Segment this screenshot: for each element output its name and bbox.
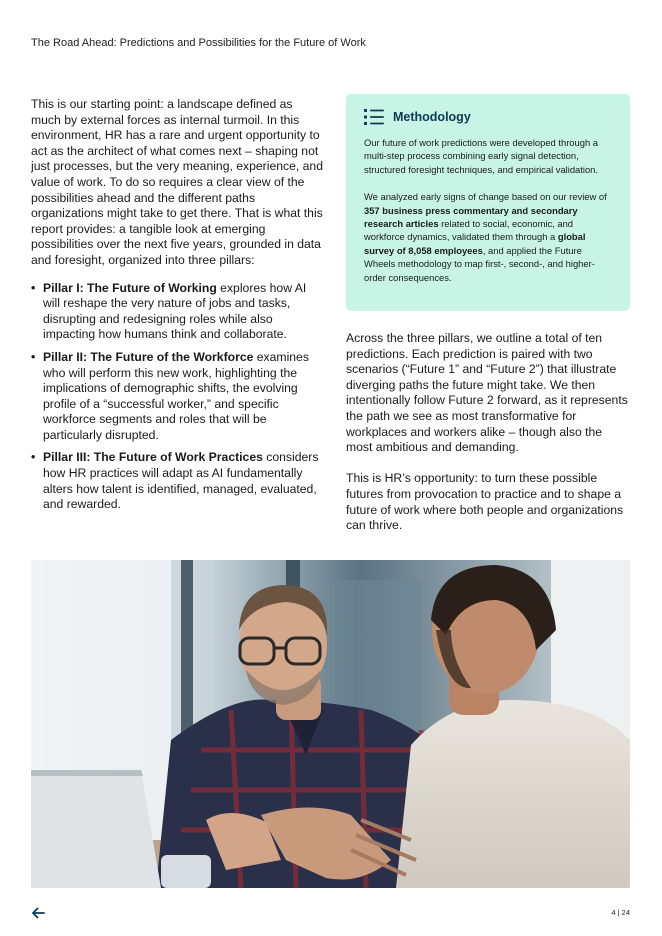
right-column	[346, 331, 631, 534]
pillar-title: Pillar II: The Future of the Workforce	[43, 349, 254, 364]
photo-two-men-meeting	[31, 560, 630, 888]
intro-paragraph: This is our starting point: a landscape defined as much by external forces as internal turmoil. In this environment, HR has a rare and urgent opportunity to act as the architect of what comes next – shaping not just processes, but the very meaning, experience, and value of work. To do so requires a clear view of the possibilities ahead and the different paths organizations might take to get there. That is what this report provides: a tangible look at emerging possibilities over the next five years, grounded in data and foresight, organized into three pillars:	[31, 97, 323, 267]
body-paragraph: This is HR’s opportunity: to turn these possible futures from provocation to practice and to shape a future of work where both people and organizations can thrive.	[346, 471, 624, 533]
body-paragraph: Across the three pillars, we outline a total of ten predictions. Each prediction is paired with two scenarios (“Future 1” and “Future 2”) that illustrate diverging paths the future might take. We then intentionally follow Future 2 forward, as it represents the path we see as most transformative for workplaces and workers alike – though also the most ambitious and demanding.	[346, 331, 628, 455]
page-number: 4 | 24	[611, 908, 630, 917]
methodology-header	[364, 108, 614, 126]
arrow-left-icon[interactable]	[31, 906, 45, 920]
pillar-item	[31, 350, 323, 444]
list-icon	[364, 108, 384, 126]
pillar-title: Pillar I: The Future of Working	[43, 280, 217, 295]
text-run-bold: 357 business press commentary and secondary research articles	[364, 204, 578, 230]
pillar-text: considers how HR practices will adapt as AI fundamentally alters how talent is identified, managed, evaluated, and rewarded.	[43, 450, 319, 512]
methodology-title: Methodology	[393, 110, 471, 124]
pillar-item	[31, 450, 323, 512]
methodology-box	[346, 94, 630, 311]
pillar-text: examines who will perform this new work, highlighting the implications of demographic shifts, the evolving profile of a “successful worker,” and specific workforce segments and roles that will be particularly disrupted.	[43, 349, 309, 442]
pillar-title: Pillar III: The Future of Work Practices	[43, 450, 263, 465]
methodology-paragraph: Our future of work predictions were developed through a multi-step process combining early signal detection, structured foresight techniques, and empirical validation.	[364, 137, 598, 175]
text-run: related to social, economic, and workforce dynamics, validated them through a	[364, 218, 573, 243]
pillar-text: explores how AI will reshape the very nature of jobs and tasks, disrupting and redesigning roles while also impacting how humans think and collaborate.	[43, 280, 307, 342]
pillars-list	[31, 281, 323, 513]
text-run-bold: global survey of 8,058 employees	[364, 231, 586, 256]
pillar-item	[31, 281, 323, 343]
text-run: , and applied the Future Wheels methodology to map first-, second-, and higher-order consequences.	[364, 244, 595, 283]
left-column	[31, 97, 323, 520]
methodology-paragraph	[364, 190, 614, 284]
running-header: The Road Ahead: Predictions and Possibilities for the Future of Work	[31, 37, 366, 49]
text-run: We analyzed early signs of change based on our review of	[364, 191, 607, 203]
photo-illustration	[31, 560, 630, 888]
